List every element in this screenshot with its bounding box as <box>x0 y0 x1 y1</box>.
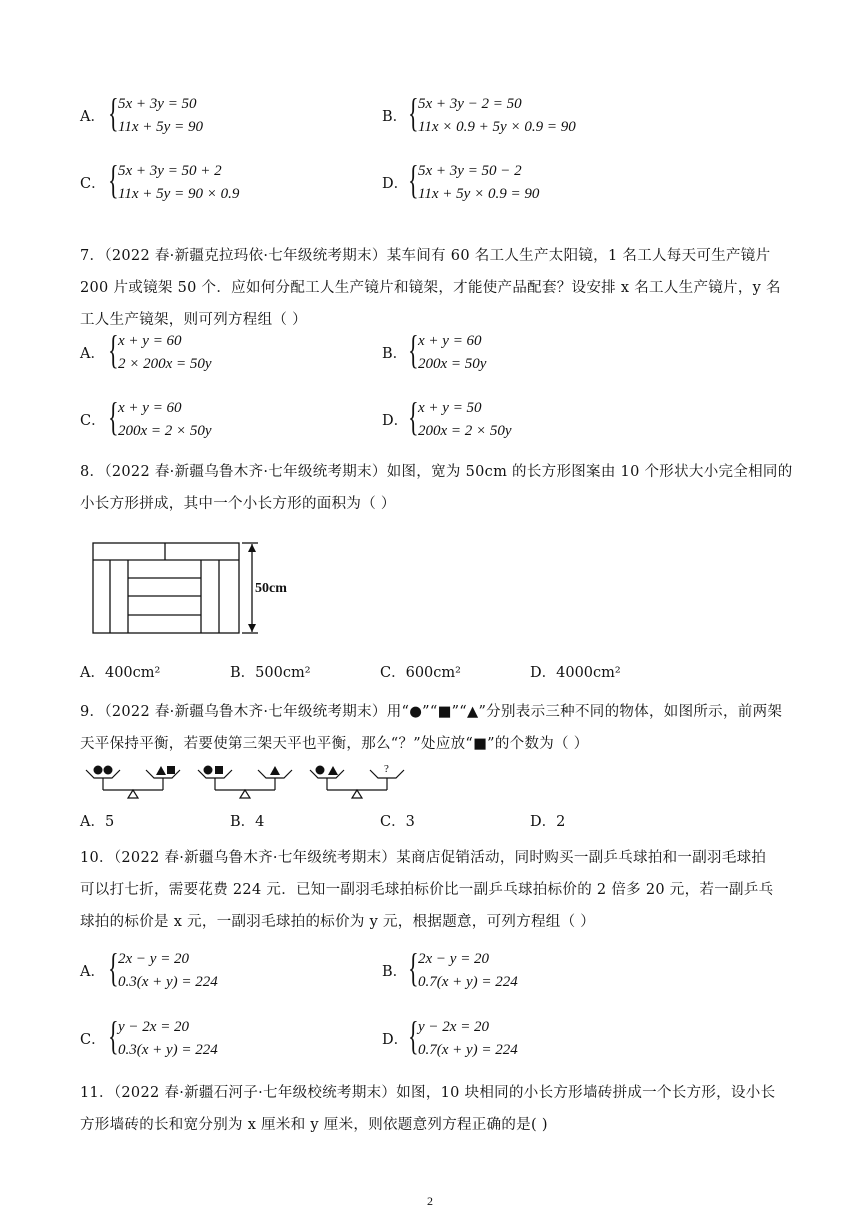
equation-2: 11x + 5y × 0.9 = 90 <box>418 186 540 202</box>
balance-scales-figure <box>84 760 424 804</box>
q9-option-d: D．2 <box>530 814 566 830</box>
q8-option-b: B．500cm² <box>230 665 311 681</box>
rectangle-tiling-figure <box>90 540 300 640</box>
option-label: D． <box>382 176 409 192</box>
q7-option-c-label: C． <box>80 413 106 429</box>
equation-1: x + y = 50 <box>418 400 482 416</box>
equation-1: x + y = 60 <box>118 333 182 349</box>
q9-option-a: A．5 <box>80 814 115 830</box>
equation-1: 5x + 3y = 50 + 2 <box>118 163 222 179</box>
equation-2: 11x × 0.9 + 5y × 0.9 = 90 <box>418 119 576 135</box>
equation-2: 0.3(x + y) = 224 <box>118 974 218 990</box>
q8-text-line-2: 小长方形拼成，其中一个小长方形的面积为（ ） <box>80 496 396 512</box>
q7-text-line-1: 7．（2022 春·新疆克拉玛依·七年级统考期末）某车间有 60 名工人生产太阳镜，1 名工人每天可生产镜片 <box>80 248 771 264</box>
q10-text-line-3: 球拍的标价是 x 元，一副羽毛球拍的标价为 y 元，根据题意，可列方程组（ ） <box>80 914 596 930</box>
q8-option-d: D．4000cm² <box>530 665 621 681</box>
q10-option-a-label: A． <box>80 964 105 980</box>
equation-1: y − 2x = 20 <box>418 1019 490 1035</box>
q11-text-line-2: 方形墙砖的长和宽分别为 x 厘米和 y 厘米，则依题意列方程正确的是( ) <box>80 1117 548 1133</box>
equation-2: 0.7(x + y) = 224 <box>418 974 518 990</box>
equation-2: 0.3(x + y) = 224 <box>118 1042 218 1058</box>
q8-option-c: C．600cm² <box>380 665 461 681</box>
equation-2: 11x + 5y = 90 × 0.9 <box>118 186 240 202</box>
equation-1: x + y = 60 <box>118 400 182 416</box>
equation-1: y − 2x = 20 <box>118 1019 190 1035</box>
q9-option-b: B．4 <box>230 814 265 830</box>
q7-option-d-label: D． <box>382 413 409 429</box>
page-number: 2 <box>427 1194 433 1208</box>
equation-1: 5x + 3y − 2 = 50 <box>418 96 522 112</box>
q7-option-a-label: A． <box>80 346 105 362</box>
option-label: B． <box>382 109 408 125</box>
q9-text-line-1: 9．（2022 春·新疆乌鲁木齐·七年级统考期末）用“●”“■”“▲”分别表示三种不同的物体，如图所示，前两架 <box>80 704 783 720</box>
q7-option-b-label: B． <box>382 346 408 362</box>
equation-2: 11x + 5y = 90 <box>118 119 203 135</box>
equation-1: 2x − y = 20 <box>118 951 190 967</box>
equation-1: 5x + 3y = 50 <box>118 96 197 112</box>
equation-2: 2 × 200x = 50y <box>118 356 212 372</box>
q8-text-line-1: 8．（2022 春·新疆乌鲁木齐·七年级统考期末）如图，宽为 50cm 的长方形图案由 10 个形状大小完全相同的 <box>80 464 793 480</box>
q10-text-line-1: 10．（2022 春·新疆乌鲁木齐·七年级统考期末）某商店促销活动，同时购买一副乒乓球拍和一副羽毛球拍 <box>80 850 767 866</box>
equation-2: 200x = 50y <box>418 356 487 372</box>
q7-text-line-2: 200 片或镜架 50 个．应如何分配工人生产镜片和镜架，才能使产品配套？设安排 x 名工人生产镜片，y 名 <box>80 280 781 296</box>
q7-text-line-3: 工人生产镜架，则可列方程组（ ） <box>80 312 307 328</box>
equation-2: 0.7(x + y) = 224 <box>418 1042 518 1058</box>
option-label: C． <box>80 176 106 192</box>
equation-1: 5x + 3y = 50 − 2 <box>418 163 522 179</box>
q9-text-line-2: 天平保持平衡，若要使第三架天平也平衡，那么“？”处应放“■”的个数为（ ） <box>80 736 589 752</box>
equation-2: 200x = 2 × 50y <box>118 423 212 439</box>
q10-option-d-label: D． <box>382 1032 409 1048</box>
q11-text-line-1: 11．（2022 春·新疆石河子·七年级校统考期末）如图，10 块相同的小长方形墙砖拼成一个长方形，设小长 <box>80 1085 776 1101</box>
q10-text-line-2: 可以打七折，需要花费 224 元．已知一副羽毛球拍标价比一副乒乓球拍标价的 2 倍多 20 元，若一副乒乓 <box>80 882 774 898</box>
q8-option-a: A．400cm² <box>80 665 161 681</box>
equation-1: x + y = 60 <box>418 333 482 349</box>
width-label: 50cm <box>255 581 287 596</box>
q9-option-c: C．3 <box>380 814 415 830</box>
option-label: A． <box>80 109 105 125</box>
q10-option-c-label: C． <box>80 1032 106 1048</box>
equation-1: 2x − y = 20 <box>418 951 490 967</box>
q10-option-b-label: B． <box>382 964 408 980</box>
equation-2: 200x = 2 × 50y <box>418 423 512 439</box>
question-mark: ? <box>384 763 389 775</box>
